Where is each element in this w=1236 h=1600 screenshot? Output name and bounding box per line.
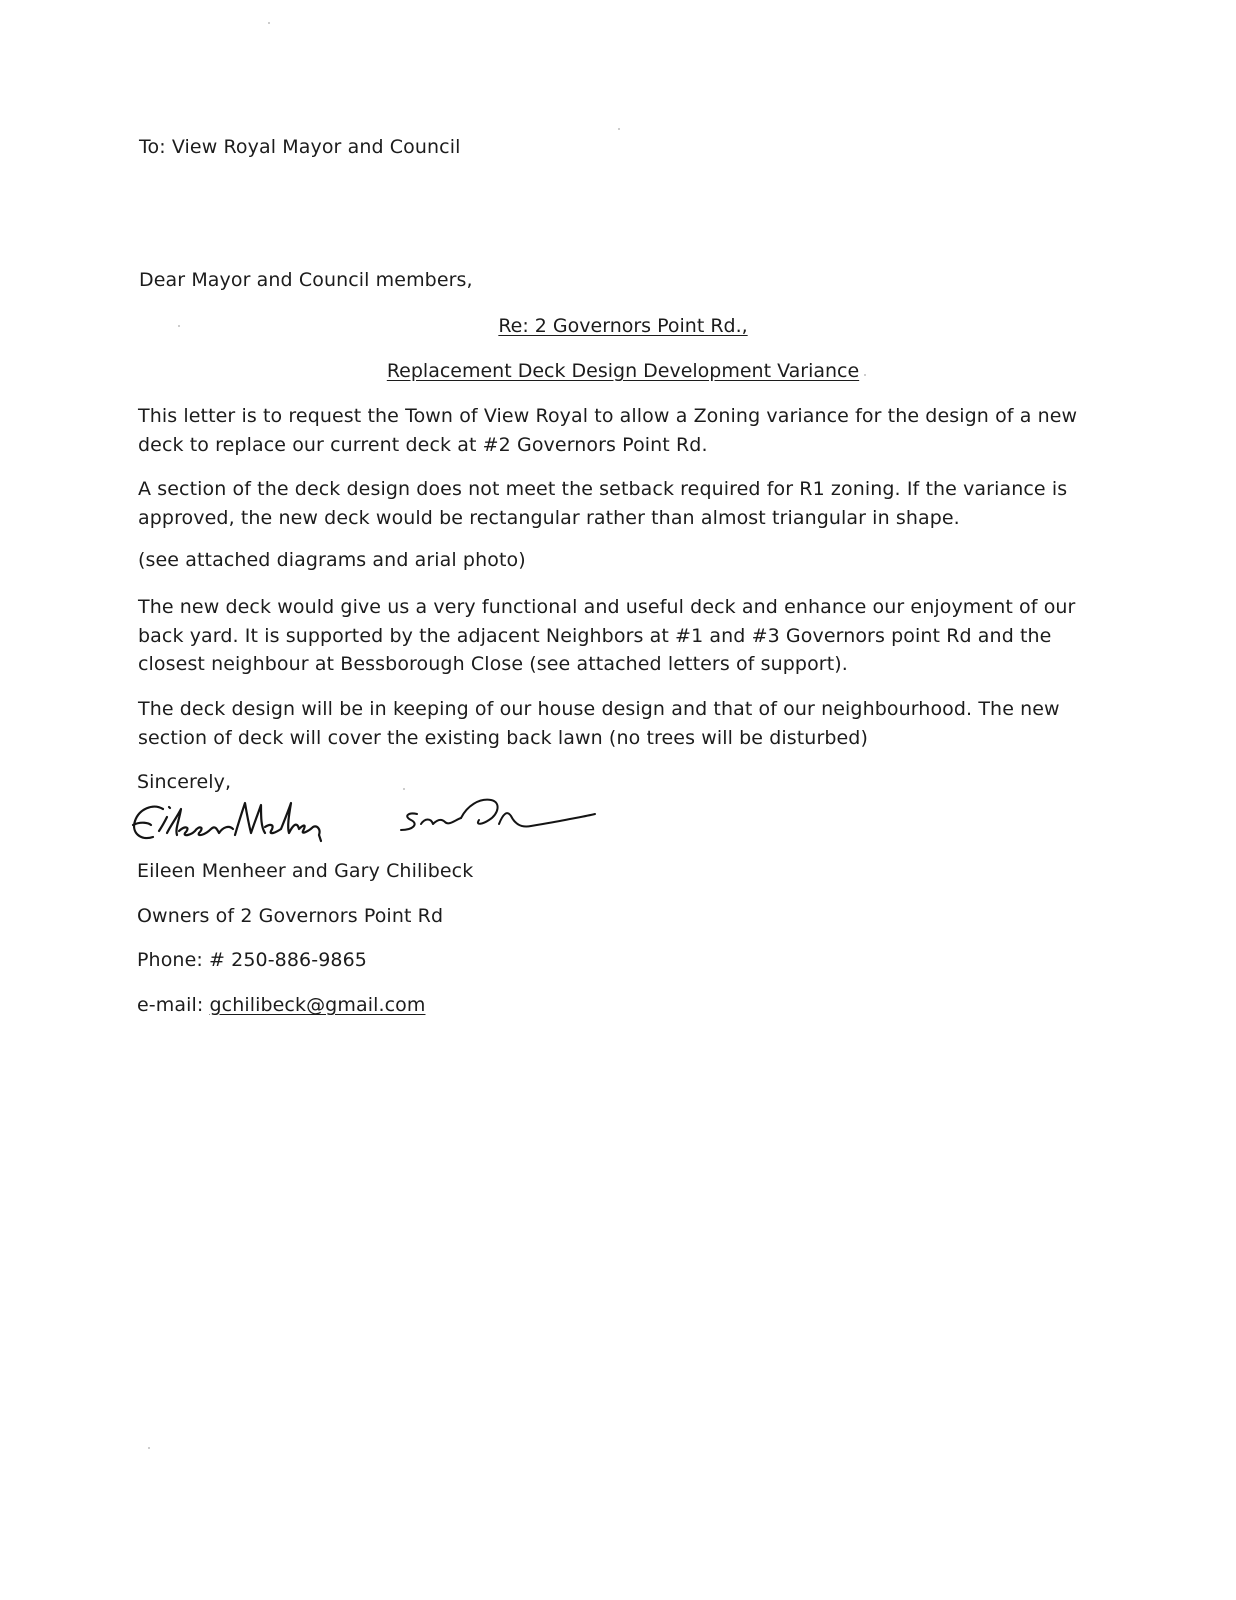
scan-speck bbox=[864, 374, 866, 376]
scan-speck bbox=[268, 22, 270, 24]
signature-gary-chilibeck bbox=[395, 790, 605, 840]
email-link[interactable]: gchilibeck@gmail.com bbox=[209, 994, 426, 1016]
phone-line: Phone: # 250-886-9865 bbox=[137, 949, 367, 971]
body-paragraph-1: This letter is to request the Town of View Royal to allow a Zoning variance for the design of a new deck to replace our current deck at #2 Governors Point Rd. bbox=[138, 405, 1078, 456]
email-line bbox=[137, 991, 425, 1020]
scan-speck bbox=[403, 788, 405, 790]
ownership-line: Owners of 2 Governors Point Rd bbox=[137, 905, 444, 927]
closing: Sincerely, bbox=[137, 771, 232, 793]
signers-names: Eileen Menheer and Gary Chilibeck bbox=[137, 860, 474, 882]
subject-line-1 bbox=[0, 312, 1236, 341]
email-label: e-mail: bbox=[137, 994, 210, 1016]
body-paragraph-4: The new deck would give us a very functional and useful deck and enhance our enjoyment of our back yard. It is supported by the adjacent Neighbors at #1 and #3 Governors point Rd and the closest neighbour at Bessborough Close (see attached letters of support). bbox=[138, 596, 1076, 675]
scan-speck bbox=[178, 325, 180, 327]
scan-speck bbox=[148, 1447, 150, 1449]
signature-eileen-menheer bbox=[125, 795, 335, 850]
body-paragraph-5: The deck design will be in keeping of our house design and that of our neighbourhood. The new section of deck will cover the existing back lawn (no trees will be disturbed) bbox=[138, 698, 1060, 749]
body-paragraph-2: A section of the deck design does not meet the setback required for R1 zoning. If the variance is approved, the new deck would be rectangular rather than almost triangular in shape. bbox=[138, 478, 1068, 529]
salutation: Dear Mayor and Council members, bbox=[139, 269, 473, 291]
recipient-line: To: View Royal Mayor and Council bbox=[139, 136, 461, 158]
subject-line-1-text: Re: 2 Governors Point Rd., bbox=[498, 315, 748, 337]
scan-speck bbox=[618, 128, 620, 130]
subject-line-2-text: Replacement Deck Design Development Variance bbox=[386, 360, 860, 382]
body-paragraph-3: (see attached diagrams and arial photo) bbox=[138, 549, 526, 571]
subject-line-2 bbox=[0, 357, 1236, 386]
